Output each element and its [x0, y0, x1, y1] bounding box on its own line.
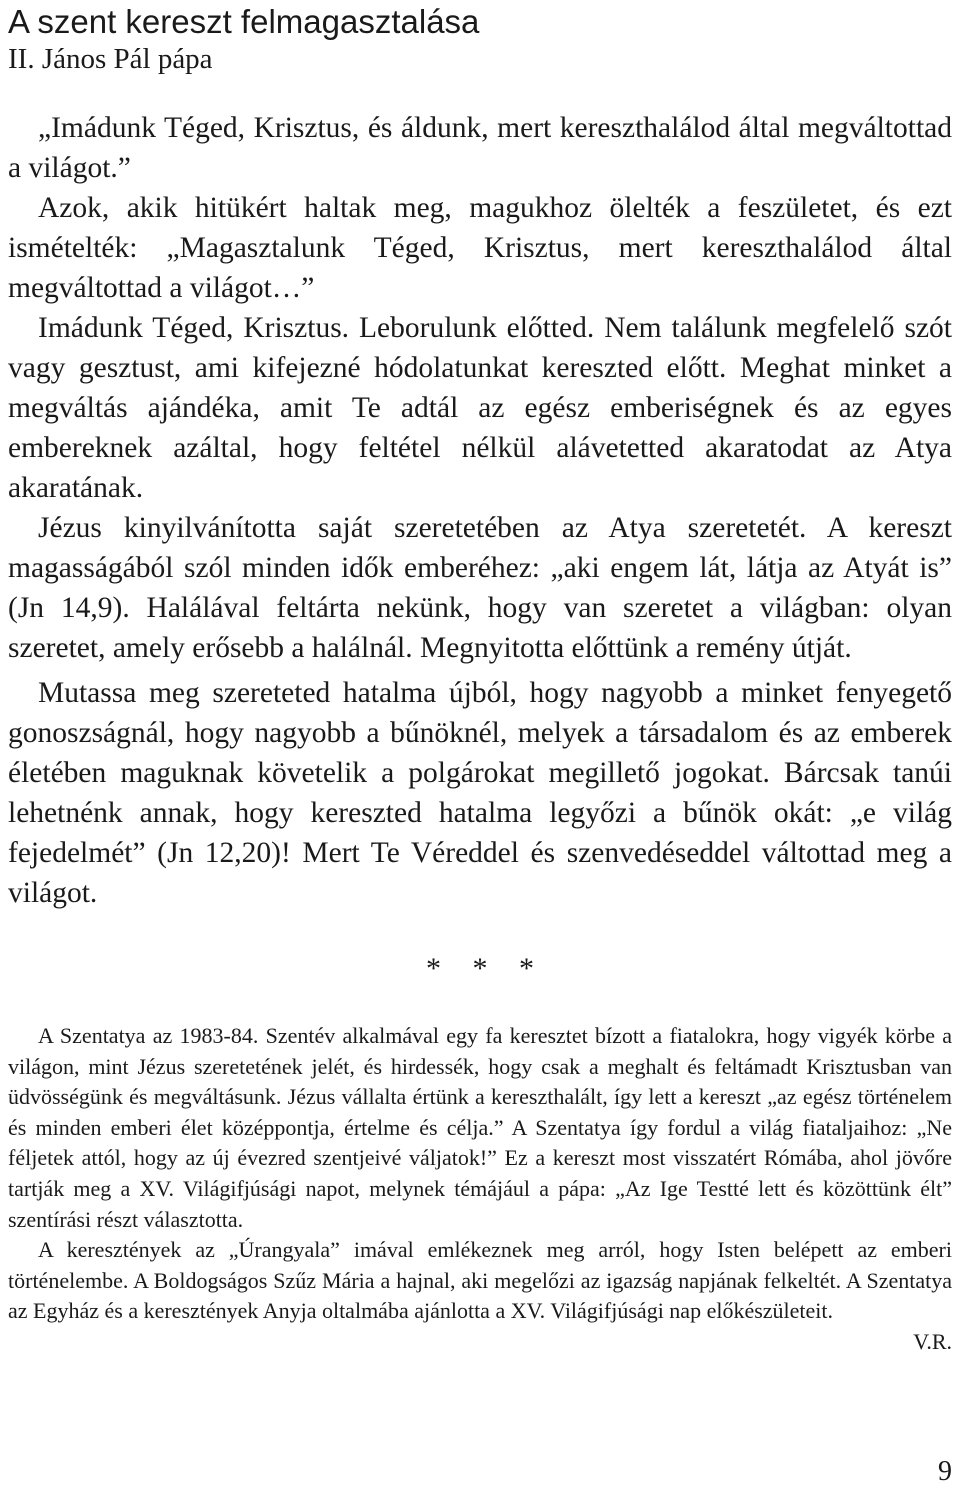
page-title: A szent kereszt felmagasztalása [8, 3, 480, 40]
author-line: II. János Pál pápa [8, 43, 213, 75]
paragraph: Mutassa meg szereteted hatalma újból, hogy nagyobb a minket fenyegető gonoszságnál, hogy nagyobb a bűnöknél, melyek a társadalom és az emberek életében maguknak követelik a polgárokat megillető jogokat. Bárcsak tanúi lehetnénk annak, hogy kereszted hatalma legyőzi a bűnök okát: „e világ fejedelmét” (Jn 12,20)! Mert Te Véreddel és szenvedéseddel váltottad meg a világot. [8, 677, 952, 909]
editor-note [8, 1021, 952, 1354]
signature: V.R. [913, 1328, 952, 1354]
note-paragraph: A Szentatya az 1983-84. Szentév alkalmával egy fa keresztet bízott a fiatalokra, hogy vigyék körbe a világon, mint Jézus szeretetének jelét, és hirdessék, hogy csak a meghalt és feltámadt Krisztusban van üdvösségünk és megváltásunk. Jézus vállalta értünk a kereszthalált, így lett a kereszt „az egész történelem és minden emberi élet középpontja, értelme és célja.” A Szentatya így fordul a világ fiataljaihoz: „Ne féljetek attól, hogy az új évezred szentjeivé váljatok!” Ez a kereszt most visszatért Rómába, ahol jövőre tartják meg a XV. Világifjúsági napot, melynek témájául a pápa: „Az Ige Testté lett és közöttünk élt” szentírási részt választotta. [8, 1023, 952, 1232]
note-paragraph-last [8, 1235, 952, 1354]
page-number: 9 [938, 1456, 952, 1487]
note-paragraph-text: A keresztények az „Úrangyala” imával emlékeznek meg arról, hogy Isten belépett az emberi történelembe. A Boldogságos Szűz Mária a hajnal, aki megelőzi az igazság napjának felkeltét. A Szentatya az Egyház és a keresztények Anyja oltalmába ajánlotta a XV. Világifjúsági nap előkészületeit. [8, 1237, 952, 1324]
paragraph: Jézus kinyilvánította saját szeretetében az Atya szeretetét. A kereszt magasságából szól minden idők emberéhez: „aki engem lát, látja az Atyát is” (Jn 14,9). Halálával feltárta nekünk, hogy van szeretet a világban: olyan szeretet, amely erősebb a halálnál. Megnyitotta előttünk a remény útját. [8, 512, 952, 664]
section-separator: * * * [426, 952, 546, 985]
paragraph: „Imádunk Téged, Krisztus, és áldunk, mert kereszthalálod által megváltottad a világot.” [8, 112, 952, 184]
paragraph: Imádunk Téged, Krisztus. Leborulunk előtted. Nem találunk megfelelő szót vagy gesztust, ami kifejezné hódolatunkat kereszted előtt. Meghat minket a megváltás ajándéka, amit Te adtál az egész emberiségnek és az egyes embereknek azáltal, hogy feltétel nélkül alávetetted akaratodat az Atya akaratának. [8, 312, 952, 504]
paragraph: Azok, akik hitükért haltak meg, magukhoz ölelték a feszületet, és ezt ismételték: „Magasztalunk Téged, Krisztus, mert kereszthalálod által megváltottad a világot…” [8, 192, 952, 304]
main-text [8, 108, 952, 913]
page [8, 0, 952, 1358]
